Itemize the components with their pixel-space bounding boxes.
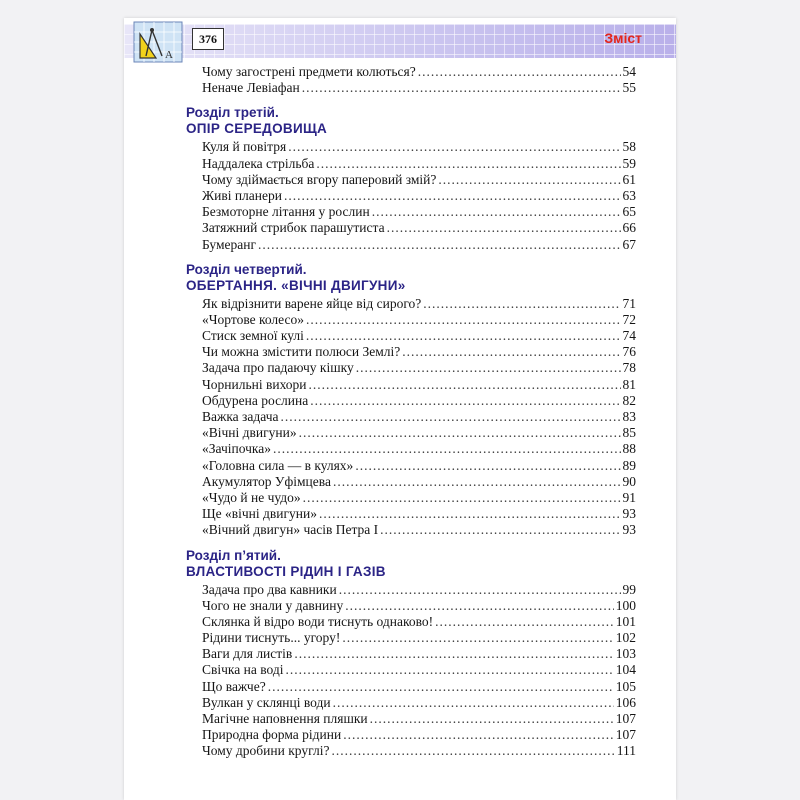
toc-section xyxy=(186,105,636,252)
toc-entry-title: Бумеранг xyxy=(202,236,257,252)
toc-entry-title: Склянка й відро води тиснуть однаково! xyxy=(202,613,434,629)
toc-entry-title: Вулкан у склянці води xyxy=(202,694,331,710)
toc-entry[interactable] xyxy=(186,662,636,678)
toc-entry-title: «Чудо й не чудо» xyxy=(202,489,301,505)
dot-leader xyxy=(342,630,613,646)
toc-entry[interactable] xyxy=(186,598,636,614)
toc-entry-page: 76 xyxy=(622,344,636,360)
toc-entry[interactable] xyxy=(186,188,636,204)
dot-leader xyxy=(309,377,621,393)
toc-entry-title: Акумулятор Уфімцева xyxy=(202,473,331,489)
toc-entry-page: 58 xyxy=(622,139,636,155)
toc-entry-title: Чого не знали у давнину xyxy=(202,597,344,613)
toc-entry-title: Чи можна змістити полюси Землі? xyxy=(202,344,401,360)
running-title: Зміст xyxy=(604,30,642,46)
toc-entry-page: 100 xyxy=(615,597,636,613)
toc-entry[interactable] xyxy=(186,360,636,376)
toc-entry-page: 104 xyxy=(615,662,636,678)
toc-sections xyxy=(186,105,636,759)
dot-leader xyxy=(306,312,621,328)
toc-entry-title: Задача про падаючу кішку xyxy=(202,360,354,376)
toc-entry-page: 78 xyxy=(622,360,636,376)
toc-entry-title: Що важче? xyxy=(202,678,266,694)
dot-leader xyxy=(288,139,620,155)
toc-entry[interactable] xyxy=(186,425,636,441)
toc-entry-page: 93 xyxy=(622,522,636,538)
dot-leader xyxy=(273,441,620,457)
toc-entry-page: 88 xyxy=(622,441,636,457)
toc-entry[interactable] xyxy=(186,393,636,409)
toc-entry-title: Задача про два кавники xyxy=(202,581,337,597)
dot-leader xyxy=(286,662,614,678)
toc-entry-title: Чорнильні вихори xyxy=(202,376,307,392)
dot-leader xyxy=(356,360,621,376)
toc-entry[interactable] xyxy=(186,237,636,253)
toc-entry-page: 111 xyxy=(616,743,636,759)
toc-section xyxy=(186,262,636,539)
section-title: ОПІР СЕРЕДОВИЩА xyxy=(186,121,328,137)
toc-entry-page: 55 xyxy=(622,80,636,96)
toc-entry-page: 61 xyxy=(622,171,636,187)
dot-leader xyxy=(319,506,621,522)
toc-entry-page: 89 xyxy=(622,457,636,473)
toc-entry[interactable] xyxy=(186,172,636,188)
toc-entry[interactable] xyxy=(186,490,636,506)
toc-entry-title: Наддалека стрільба xyxy=(202,155,315,171)
toc-entry-page: 107 xyxy=(615,711,636,726)
dot-leader xyxy=(345,598,614,614)
toc-section xyxy=(186,548,636,760)
toc-entry-title: Як відрізнити варене яйце від сирого? xyxy=(202,295,422,311)
toc-entry-page: 66 xyxy=(622,220,636,236)
toc-entry-page: 63 xyxy=(622,187,636,203)
toc-entry-page: 107 xyxy=(615,727,636,743)
toc-entry[interactable] xyxy=(186,204,636,220)
toc-entry-title: Рідини тиснуть... угору! xyxy=(202,630,341,646)
toc-entry-title: Безмоторне літання у рослин xyxy=(202,204,370,220)
toc-entry[interactable] xyxy=(186,582,636,598)
section-label: Розділ п’ятий. xyxy=(186,547,281,563)
toc-entry[interactable] xyxy=(186,156,636,172)
dot-leader xyxy=(370,711,614,727)
section-title: ВЛАСТИВОСТІ РІДИН І ГАЗІВ xyxy=(186,563,386,579)
toc-entry[interactable] xyxy=(186,220,636,236)
dot-leader xyxy=(310,393,620,409)
dot-leader xyxy=(299,425,621,441)
toc-entry-page: 81 xyxy=(622,376,636,392)
toc-entry-title: «Вічний двигун» часів Петра І xyxy=(202,522,379,538)
toc-entry-title: Ще «вічні двигуни» xyxy=(202,506,317,522)
toc-entry[interactable] xyxy=(186,328,636,344)
section-title: ОБЕРТАННЯ. «ВІЧНІ ДВИГУНИ» xyxy=(186,277,406,293)
toc-entry-title: Важка задача xyxy=(202,409,279,424)
toc-entry-title: Чому дробини круглі? xyxy=(202,743,330,759)
toc-entry[interactable] xyxy=(186,522,636,538)
dot-leader xyxy=(284,188,621,204)
toc-entry-title: «Зачіпочка» xyxy=(202,441,272,457)
toc-entry-title: Чому загострені предмети колються? xyxy=(202,64,416,79)
toc-entry-page: 102 xyxy=(615,630,636,646)
dot-leader xyxy=(435,614,614,630)
toc-entry-title: Ваги для листів xyxy=(202,646,293,662)
toc-entry[interactable] xyxy=(186,80,636,96)
toc-entry-title: Стиск земної кулі xyxy=(202,328,304,344)
lead-entries xyxy=(186,64,636,96)
toc-entry-page: 106 xyxy=(615,694,636,710)
dot-leader xyxy=(418,64,621,80)
toc-entry-title: Затяжний стрибок парашутиста xyxy=(202,220,385,236)
toc-entry-page: 82 xyxy=(622,392,636,408)
toc-entry[interactable] xyxy=(186,727,636,743)
toc-entry[interactable] xyxy=(186,630,636,646)
toc-entry-page: 71 xyxy=(622,295,636,311)
toc-entry-page: 103 xyxy=(615,646,636,662)
toc-entry-page: 54 xyxy=(622,64,636,79)
toc-entry[interactable] xyxy=(186,441,636,457)
toc-entry-page: 85 xyxy=(622,425,636,441)
dot-leader xyxy=(316,156,620,172)
dot-leader xyxy=(302,80,621,96)
dot-leader xyxy=(306,328,621,344)
toc-entry-title: Обдурена рослина xyxy=(202,392,309,408)
dot-leader xyxy=(333,695,614,711)
dot-leader xyxy=(303,490,621,506)
dot-leader xyxy=(380,522,620,538)
toc-entry-title: Природна форма рідини xyxy=(202,727,342,743)
toc-entry-page: 74 xyxy=(622,328,636,344)
toc-entry-page: 90 xyxy=(622,473,636,489)
toc-entry[interactable] xyxy=(186,312,636,328)
toc-entry-title: Чому здіймається вгору паперовий змій? xyxy=(202,171,437,187)
toc-entry-page: 59 xyxy=(622,155,636,171)
toc-entry[interactable] xyxy=(186,506,636,522)
toc-entry[interactable] xyxy=(186,139,636,155)
dot-leader xyxy=(343,727,614,743)
toc-entry-title: Неначе Левіафан xyxy=(202,80,300,96)
dot-leader xyxy=(268,679,614,695)
toc-entry[interactable] xyxy=(186,458,636,474)
table-of-contents xyxy=(186,64,636,760)
toc-entry-title: «Вічні двигуни» xyxy=(202,425,297,441)
toc-entry-title: Куля й повітря xyxy=(202,139,287,155)
dot-leader xyxy=(387,220,621,236)
dot-leader xyxy=(280,409,620,425)
page-number: 376 xyxy=(192,28,224,50)
toc-entry[interactable] xyxy=(186,344,636,360)
toc-entry[interactable] xyxy=(186,711,636,727)
section-label: Розділ четвертий. xyxy=(186,261,307,277)
toc-entry-title: «Головна сила — в кулях» xyxy=(202,457,354,473)
toc-entry-page: 105 xyxy=(615,678,636,694)
toc-entry-page: 93 xyxy=(622,506,636,522)
toc-entry-page: 101 xyxy=(615,613,636,629)
dot-leader xyxy=(372,204,621,220)
svg-text:A: A xyxy=(165,49,173,61)
dot-leader xyxy=(294,646,613,662)
toc-entry-page: 91 xyxy=(622,489,636,505)
toc-entry[interactable] xyxy=(186,409,636,425)
dot-leader xyxy=(355,458,620,474)
geometry-tools-icon xyxy=(132,20,184,64)
dot-leader xyxy=(423,296,620,312)
toc-entry-page: 67 xyxy=(622,236,636,252)
dot-leader xyxy=(438,172,620,188)
toc-entry[interactable] xyxy=(186,695,636,711)
toc-entry[interactable] xyxy=(186,296,636,312)
toc-entry[interactable] xyxy=(186,614,636,630)
dot-leader xyxy=(339,582,621,598)
toc-entry-title: Свічка на воді xyxy=(202,662,284,678)
toc-entry[interactable] xyxy=(186,377,636,393)
toc-entry[interactable] xyxy=(186,743,636,759)
dot-leader xyxy=(402,344,620,360)
toc-entry-page: 65 xyxy=(622,204,636,220)
dot-leader xyxy=(333,474,621,490)
toc-entry-page: 99 xyxy=(622,581,636,597)
dot-leader xyxy=(258,237,620,253)
toc-entry-title: Живі планери xyxy=(202,187,282,203)
section-label: Розділ третій. xyxy=(186,105,279,121)
book-page xyxy=(124,18,676,800)
toc-entry-title: Магічне наповнення пляшки xyxy=(202,711,368,726)
dot-leader xyxy=(331,743,614,759)
toc-entry-page: 72 xyxy=(622,311,636,327)
toc-entry-title: «Чортове колесо» xyxy=(202,311,304,327)
toc-entry[interactable] xyxy=(186,474,636,490)
toc-entry-page: 83 xyxy=(622,409,636,424)
toc-entry[interactable] xyxy=(186,646,636,662)
toc-entry[interactable] xyxy=(186,64,636,80)
toc-entry[interactable] xyxy=(186,679,636,695)
